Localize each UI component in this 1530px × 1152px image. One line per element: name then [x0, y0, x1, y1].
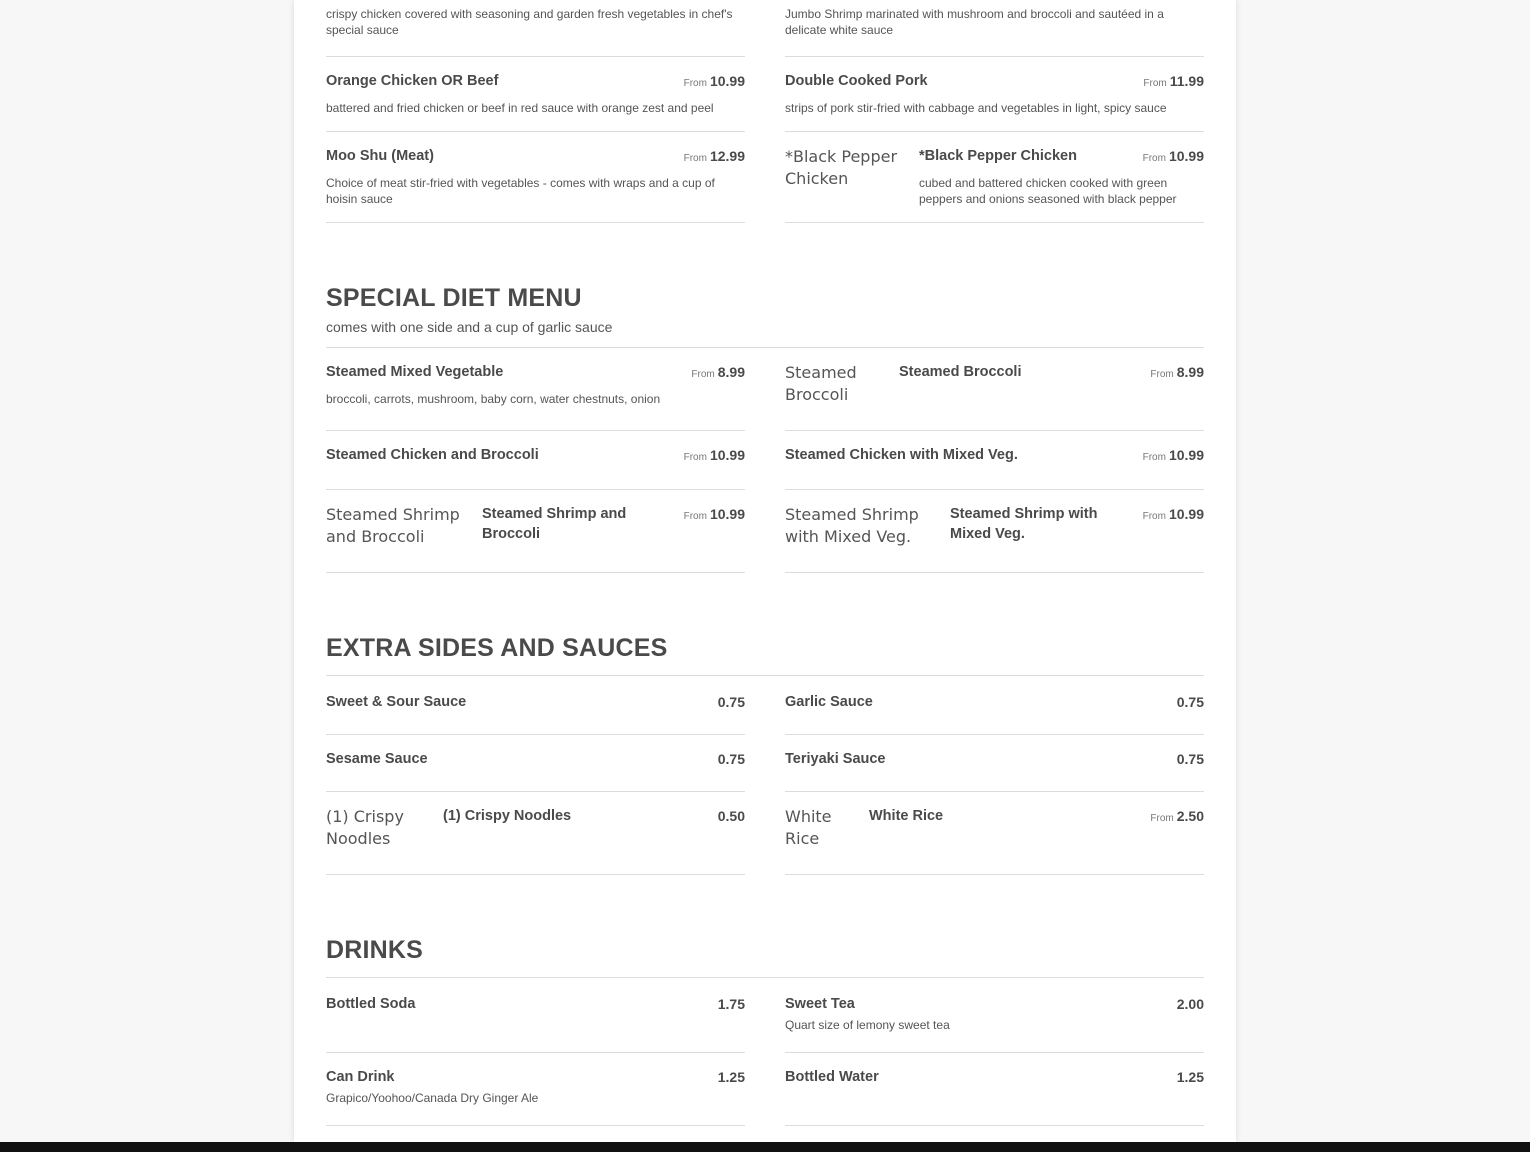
menu-item[interactable] — [326, 792, 745, 875]
menu-page — [294, 0, 1236, 1142]
price-from-label: From — [1150, 813, 1174, 824]
price-amount: 10.99 — [1168, 447, 1204, 463]
item-price — [684, 71, 745, 94]
item-name: Moo Shu (Meat) — [326, 148, 434, 164]
menu-item[interactable] — [326, 735, 745, 792]
price-amount: 0.75 — [1176, 751, 1204, 767]
item-name: Steamed Shrimp with Mixed Veg. — [950, 506, 1098, 542]
menu-item[interactable] — [785, 676, 1204, 735]
special-diet-section-header — [326, 283, 1204, 348]
price-from-label: From — [683, 78, 707, 89]
extra-sides-section-header — [326, 633, 1204, 676]
menu-item[interactable] — [326, 0, 745, 57]
price-amount: 1.25 — [1176, 1069, 1204, 1085]
price-amount: 8.99 — [717, 364, 745, 380]
footer-bar — [0, 1142, 1530, 1152]
item-name: Double Cooked Pork — [785, 73, 928, 89]
item-name: Can Drink — [326, 1069, 395, 1085]
item-price — [1177, 749, 1204, 770]
item-price — [684, 146, 745, 169]
item-price — [1177, 692, 1204, 713]
item-description: strips of pork stir-fried with cabbage and vegetables in light, spicy sauce — [785, 101, 1167, 115]
menu-item[interactable] — [785, 132, 1204, 223]
item-price — [1143, 71, 1204, 94]
item-price — [1143, 146, 1204, 169]
price-amount: 10.99 — [709, 506, 745, 522]
item-description: cubed and battered chicken cooked with green peppers and onions seasoned with black pepper — [919, 176, 1177, 206]
item-price — [684, 504, 745, 527]
section-title: SPECIAL DIET MENU — [326, 284, 582, 312]
item-name: Steamed Broccoli — [899, 364, 1022, 380]
price-amount: 2.50 — [1176, 808, 1204, 824]
item-image[interactable]: (1) Crispy Noodles — [326, 807, 404, 848]
item-price — [684, 445, 745, 468]
menu-item[interactable] — [326, 978, 745, 1053]
extra-sides-grid — [326, 676, 1204, 875]
item-description: Choice of meat stir-fried with vegetables - comes with wraps and a cup of hoisin sauce — [326, 176, 715, 206]
item-price — [718, 806, 745, 827]
price-from-label: From — [683, 511, 707, 522]
item-price — [1143, 504, 1204, 527]
item-description: Jumbo Shrimp marinated with mushroom and broccoli and sautéed in a delicate white sauce — [785, 7, 1164, 37]
menu-item[interactable] — [785, 431, 1204, 490]
menu-content — [326, 0, 1204, 1126]
item-price — [1150, 806, 1204, 829]
item-price — [718, 692, 745, 713]
price-amount: 0.75 — [1176, 694, 1204, 710]
price-amount: 2.00 — [1176, 996, 1204, 1012]
item-name: Steamed Shrimp and Broccoli — [482, 506, 627, 542]
item-name: Sweet & Sour Sauce — [326, 694, 467, 710]
item-name: Bottled Soda — [326, 996, 416, 1012]
menu-item[interactable] — [785, 490, 1204, 573]
menu-item[interactable] — [326, 676, 745, 735]
item-description: Quart size of lemony sweet tea — [785, 1018, 950, 1032]
item-name: Sweet Tea — [785, 996, 855, 1012]
price-amount: 0.75 — [717, 694, 745, 710]
item-price — [718, 994, 745, 1015]
price-amount: 12.99 — [709, 148, 745, 164]
item-description: crispy chicken covered with seasoning and garden fresh vegetables in chef's special sauce — [326, 7, 733, 37]
menu-item[interactable] — [326, 132, 745, 223]
item-name: Steamed Mixed Vegetable — [326, 364, 504, 380]
item-image[interactable]: Steamed Broccoli — [785, 363, 857, 404]
price-amount: 0.75 — [717, 751, 745, 767]
menu-item[interactable] — [785, 792, 1204, 875]
item-description: battered and fried chicken or beef in red sauce with orange zest and peel — [326, 101, 714, 115]
item-name: Orange Chicken OR Beef — [326, 73, 499, 89]
drinks-grid — [326, 978, 1204, 1126]
menu-item[interactable] — [785, 1053, 1204, 1126]
special-diet-grid — [326, 348, 1204, 573]
item-name: *Black Pepper Chicken — [919, 148, 1077, 164]
item-name: Steamed Chicken with Mixed Veg. — [785, 447, 1018, 463]
price-amount: 1.25 — [717, 1069, 745, 1085]
menu-item[interactable] — [785, 57, 1204, 132]
menu-item[interactable] — [326, 490, 745, 573]
item-name: Teriyaki Sauce — [785, 751, 886, 767]
price-from-label: From — [1142, 511, 1166, 522]
price-amount: 1.75 — [717, 996, 745, 1012]
price-from-label: From — [683, 153, 707, 164]
item-name: Steamed Chicken and Broccoli — [326, 447, 539, 463]
menu-item[interactable] — [326, 348, 745, 431]
section-title: DRINKS — [326, 936, 424, 964]
top-items-grid — [326, 0, 1204, 223]
item-price — [718, 1067, 745, 1088]
item-price — [1150, 362, 1204, 385]
menu-item[interactable] — [785, 348, 1204, 431]
menu-item[interactable] — [785, 735, 1204, 792]
item-price — [718, 749, 745, 770]
price-amount: 10.99 — [709, 447, 745, 463]
price-amount: 10.99 — [709, 73, 745, 89]
menu-item[interactable] — [326, 431, 745, 490]
drinks-section-header — [326, 935, 1204, 978]
item-name: Garlic Sauce — [785, 694, 873, 710]
price-amount: 11.99 — [1169, 73, 1204, 89]
item-price — [1177, 1067, 1204, 1088]
item-description: Grapico/Yoohoo/Canada Dry Ginger Ale — [326, 1091, 539, 1105]
menu-item[interactable] — [326, 57, 745, 132]
item-image[interactable]: *Black Pepper Chicken — [785, 147, 898, 188]
item-name: (1) Crispy Noodles — [443, 808, 572, 824]
item-description: broccoli, carrots, mushroom, baby corn, water chestnuts, onion — [326, 392, 661, 406]
price-from-label: From — [1142, 153, 1166, 164]
price-amount: 8.99 — [1176, 364, 1204, 380]
item-price — [1143, 445, 1204, 468]
item-name: White Rice — [869, 808, 944, 824]
item-price — [1177, 994, 1204, 1015]
item-image[interactable]: White Rice — [785, 807, 832, 848]
section-title: EXTRA SIDES AND SAUCES — [326, 634, 668, 662]
price-from-label: From — [1143, 78, 1167, 89]
item-image[interactable]: Steamed Shrimp and Broccoli — [326, 505, 460, 546]
price-from-label: From — [1142, 452, 1166, 463]
price-from-label: From — [1150, 369, 1174, 380]
section-subtitle: comes with one side and a cup of garlic sauce — [326, 319, 613, 335]
item-price — [691, 362, 745, 385]
item-name: Sesame Sauce — [326, 751, 428, 767]
item-name: Bottled Water — [785, 1069, 879, 1085]
price-amount: 0.50 — [717, 808, 745, 824]
price-from-label: From — [683, 452, 707, 463]
menu-item[interactable] — [326, 1053, 745, 1126]
price-amount: 10.99 — [1168, 148, 1204, 164]
price-from-label: From — [691, 369, 715, 380]
price-amount: 10.99 — [1168, 506, 1204, 522]
item-image[interactable]: Steamed Shrimp with Mixed Veg. — [785, 505, 919, 546]
menu-item[interactable] — [785, 978, 1204, 1053]
menu-item[interactable] — [785, 0, 1204, 57]
